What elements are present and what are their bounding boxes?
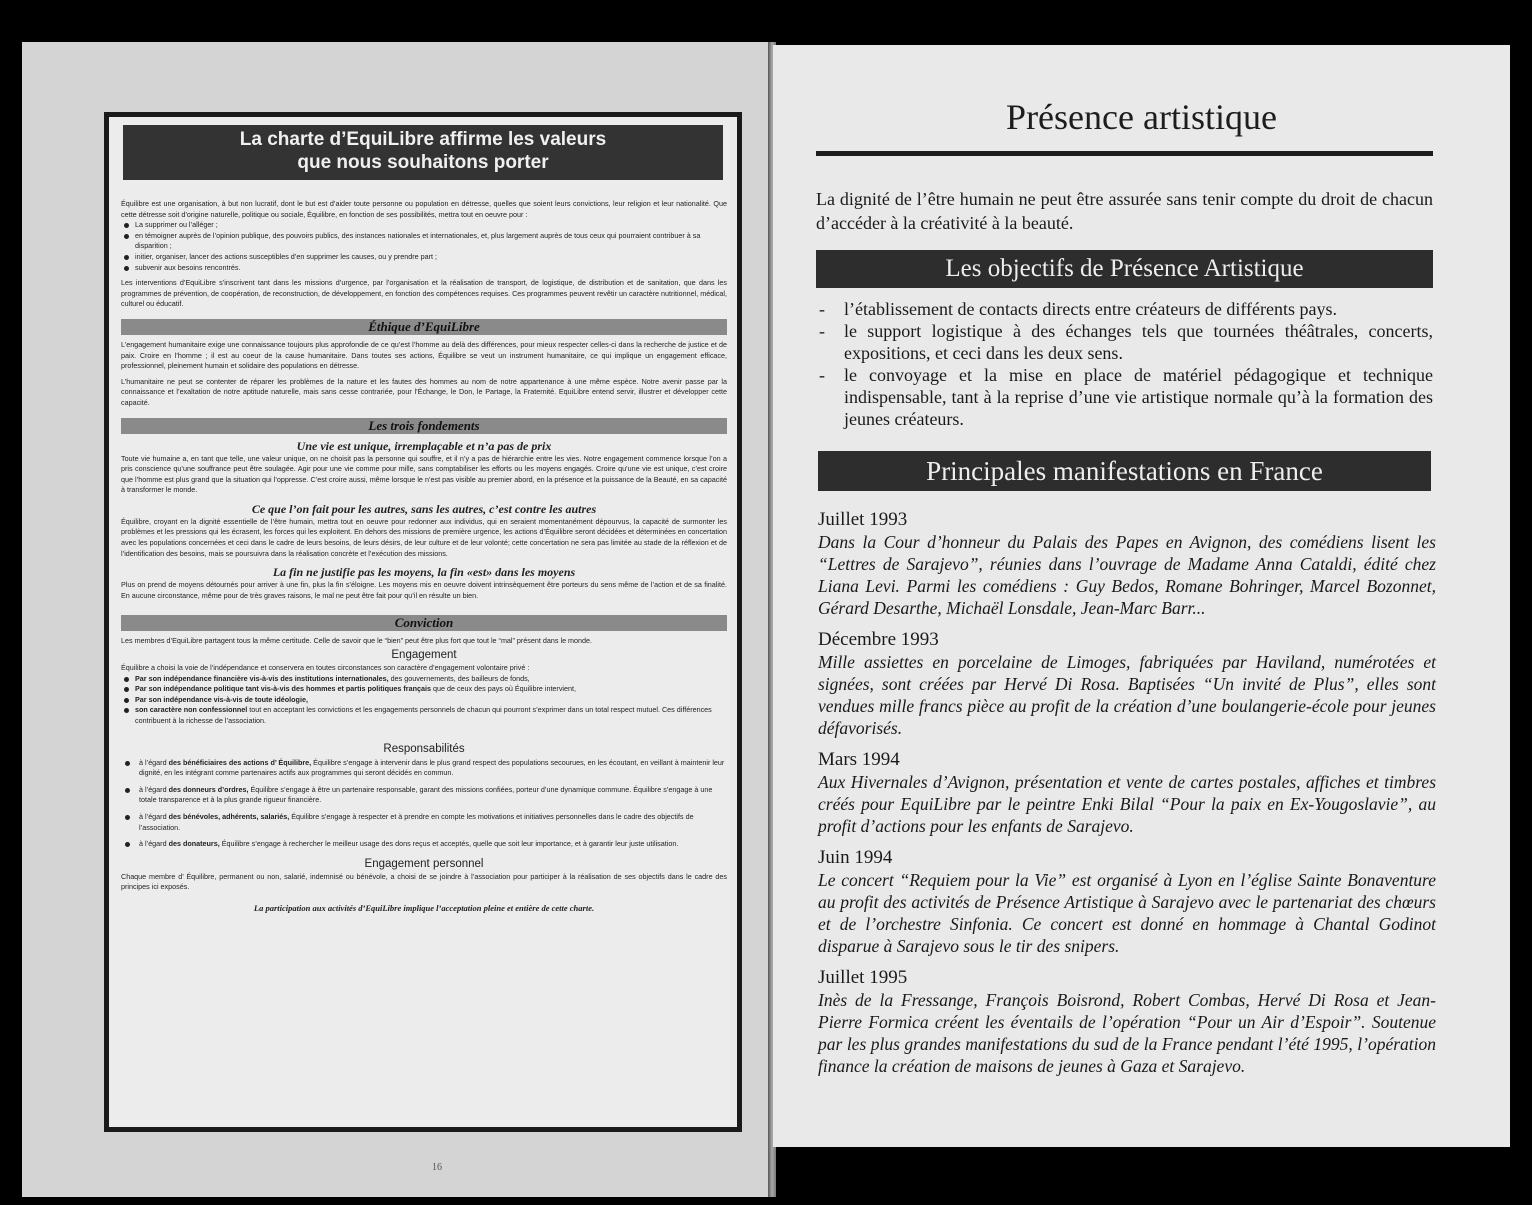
interventions-paragraph: Les interventions d’EquiLibre s’inscrivent tant dans les missions d’urgence, par l’organisation et la réalisation de transport, de logistique, de distribution et de sanitation, que dans les programmes de prévention, de coopération, de reconstruction, de développement, en fonction des compétences requises. Ces programmes peuvent revêtir un caractère nutritionnel, médical, culturel ou éducatif.: [121, 278, 727, 309]
responsabilites-bullet-list: [121, 758, 727, 850]
page-title: Présence artistique: [1006, 97, 1277, 137]
fondement-3-text: Plus on prend de moyens détournés pour arriver à une fin, plus la fin s’éloigne. Les moyens mis en oeuvre doivent intrinsèquement être porteurs du sens même de l’action et de sa finalité. En aucune circonstance, même pour de très graves raisons, le mal ne peut être fait pour qu’il en résulte un bien.: [121, 580, 727, 600]
charter-title-line-1: La charte d’EquiLibre affirme les valeurs: [239, 129, 607, 150]
events-list: [818, 509, 1436, 1077]
engagement-bullet-bold: son caractère non confessionnel: [135, 705, 248, 715]
event-date: Juin 1994: [818, 847, 893, 868]
engagement-bullet: [121, 705, 727, 726]
engagement-bullet-bold: Par son indépendance financière vis-à-vis des institutions internationales,: [135, 673, 389, 683]
fondements-heading: Les trois fondements: [121, 418, 727, 434]
event-description: Le concert “Requiem pour la Vie” est organisé à Lyon en l’église Sainte Bonaventure au profit des activités de Présence Artistique à Sarajevo avec le partenariat des chœurs et de l’orchestre Sinfonia. Ce concert est donné en hommage à Chantal Godinot disparue à Sarajevo sous le tir des snipers.: [818, 870, 1436, 956]
engagement-bullet-bold: Par son indépendance vis-à-vis de toute idéologie,: [135, 694, 308, 704]
manifestations-heading: Principales manifestations en France: [818, 451, 1431, 491]
responsabilite-prefix: à l’égard: [139, 757, 169, 767]
engagement-bullet: [121, 695, 727, 706]
conviction-paragraph: Les membres d’EquiLibre partagent tous la même certitude. Celle de savoir que le “bien” peut être plus fort que tout le “mal” présent dans le monde.: [121, 636, 593, 646]
engagement-bullet-bold: Par son indépendance politique tant vis-à-vis des hommes et partis politiques français: [135, 684, 431, 694]
fondement-1-heading: Une vie est unique, irremplaçable et n’a pas de prix: [296, 438, 552, 453]
responsabilite-text: Équilibre s’engage à intervenir dans le plus grand respect des populations secourues, en les écoutant, en veillant à maintenir leur dignité, en les intégrant comme partenaires actifs aux programmes qui seront décidés en commun.: [139, 757, 725, 778]
event-date: Mars 1994: [818, 749, 900, 770]
ethique-heading: Éthique d’EquiLibre: [121, 319, 727, 335]
responsabilite-bold: des bénévoles, adhérents, salariés,: [168, 811, 290, 821]
left-page: [22, 42, 770, 1197]
event-date: Décembre 1993: [818, 629, 939, 650]
ethique-paragraph-1: L’engagement humanitaire exige une connaissance toujours plus approfondie de ce qu’est l’homme au delà des différences, pour mieux respecter celles-ci dans la recherche de justice et de paix. Croire en l’homme ; il est au coeur de la cause humanitaire. Dans toutes ses actions, Équilibre se veut un instrument humanitaire, ce qui implique un engagement efficace, professionnel, pleinement humain et solidaire des populations en détresse.: [121, 339, 727, 371]
event-description: Aux Hivernales d’Avignon, présentation et vente de cartes postales, affiches et timbres créés pour EquiLibre par le peintre Enki Bilal “Pour la paix en Ex-Yougoslavie”, au profit d’actions pour les enfants de Sarajevo.: [818, 772, 1436, 836]
fondement-1-text: Toute vie humaine a, en tant que telle, une valeur unique, on ne choisit pas la personne qui souffre, et il n’y a pas de hiérarchie entre les vies. Notre engagement commence lorsque l’on a pris conscience qu’une souffrance peut être soulagée. Agir pour une vie comme pour mille, sans comptabiliser les efforts ou les moyens engagés. Croire qu’une vie est unique, c’est croire que l’homme est plus grand que la situation qui l’oppresse. C’est croire aussi, même lorsque le n’est pas visible au premier abord, en la présence et la puissance de la Beauté, en sa capacité à transformer le monde.: [121, 453, 727, 495]
objectives-heading: Les objectifs de Présence Artistique: [816, 250, 1433, 288]
intro-bullet: subvenir aux besoins rencontrés.: [121, 263, 727, 274]
event-date: Juillet 1995: [818, 967, 908, 988]
objective-item: - le support logistique à des échanges tels que tournées théâtrales, concerts, expositions, et ceci dans les deux sens.: [816, 320, 1433, 364]
engagement-personnel-heading: Engagement personnel: [364, 857, 484, 870]
engagement-personnel-text: Chaque membre d’ Équilibre, permanent ou non, salarié, indemnisé ou bénévole, a choisi de se joindre à l’association pour participer à la réalisation de ses objectifs dans le cadre des principes ici exposés.: [121, 871, 727, 892]
objective-item: - le convoyage et la mise en place de matériel pédagogique et technique indispensable, tant à la reprise d’une vie artistique normale qu’à la formation des jeunes créateurs.: [816, 364, 1433, 430]
intro-bullet: initier, organiser, lancer des actions susceptibles d’en supprimer les causes, ou y prendre part ;: [121, 252, 727, 263]
responsabilite-bold: des donateurs,: [168, 839, 220, 849]
responsabilite-bullet: [121, 812, 727, 833]
engagement-bullet-text: des gouvernements, des bailleurs de fonds,: [388, 673, 530, 683]
responsabilite-prefix: à l’égard: [139, 784, 169, 794]
charter-title-line-2: que nous souhaitons porter: [297, 152, 549, 173]
engagement-intro: Équilibre a choisi la voie de l’indépendance et conservera en toutes circonstances son caractère d’engagement volontaire privé :: [121, 663, 530, 673]
responsabilite-text: Équilibre s’engage à respecter et à prendre en compte les motivations et initiatives personnelles dans le cadre des objectifs de l’association.: [139, 811, 694, 832]
engagement-heading: Engagement: [391, 649, 457, 662]
responsabilite-text: Équilibre s’engage à rechercher le meilleur usage des dons reçus et acceptés, quelle que soit leur importance, et à garantir leur juste utilisation.: [219, 839, 679, 849]
objectives-list: [816, 298, 1433, 430]
engagement-bullet-text: que de ceux des pays où Équilibre intervient,: [430, 684, 577, 694]
charter-closing: La participation aux activités d’EquiLibre implique l’acceptation pleine et entière de cette charte.: [253, 902, 595, 913]
responsabilite-bullet: [121, 785, 727, 806]
title-divider: [816, 151, 1433, 156]
intro-bullet-list: [121, 220, 727, 273]
engagement-bullet: [121, 684, 727, 695]
objective-item: - l’établissement de contacts directs entre créateurs de différents pays.: [816, 298, 1433, 320]
responsabilites-heading: Responsabilités: [383, 742, 465, 755]
responsabilite-bold: des donneurs d’ordres,: [168, 784, 249, 794]
event-date: Juillet 1993: [818, 509, 908, 530]
engagement-bullet-text: tout en acceptant les convictions et les engagements personnels de chacun qui pourront s’exprimer dans un total respect mutuel. Ces différences contribuent à la richesse de l’association.: [135, 705, 712, 725]
responsabilite-bullet: [121, 758, 727, 779]
intro-bullet: en témoigner auprès de l’opinion publique, des pouvoirs publics, des instances nationales et internationales, et, plus largement auprès de tous ceux qui pourraient contribuer à sa disparition ;: [121, 231, 727, 252]
responsabilite-bold: des bénéficiaires des actions d’ Équilibre,: [168, 757, 312, 767]
responsabilite-text: Équilibre s’engage à être un partenaire responsable, garant des missions confiées, porteur d’une dynamique commune. Équilibre s’engage à une totale transparence et à la plus grande rigueur financière.: [139, 784, 713, 805]
charter-title: [123, 125, 723, 180]
intro-bullet: La supprimer ou l’alléger ;: [121, 220, 727, 231]
event-description: Inès de la Fressange, François Boisrond, Robert Combas, Hervé Di Rosa et Jean-Pierre Formica créent les éventails de l’opération “Pour un Air d’Espoir”. Soutenue par les plus grandes manifestations du sud de la France pendant l’été 1995, l’opération finance la création de maisons de jeunes à Gaza et Sarajevo.: [818, 990, 1436, 1076]
event-description: Mille assiettes en porcelaine de Limoges, fabriquées par Haviland, numérotées et signées, sont créées par Hervé Di Rosa. Baptisées “Un invité de Plus”, elles sont vendues mille francs pièce au profit de la création d’une boulangerie-école pour jeunes défavorisés.: [818, 652, 1436, 738]
responsabilite-bullet: [121, 839, 727, 850]
engagement-bullet: [121, 674, 727, 685]
intro-paragraph: Équilibre est une organisation, à but non lucratif, dont le but est d’aider toute personne ou population en détresse, quelles que soient leurs convictions, leur religion et leur nationalité. Que cette détresse soit d’origine naturelle, politique ou sociale, Équilibre, en fonction de ses possibilités, mettra tout en oeuvre pour :: [121, 199, 727, 219]
ethique-paragraph-2: L’humanitaire ne peut se contenter de réparer les problèmes de la nature et les fautes des hommes au nom de notre appartenance à une même espèce. Notre avenir passe par la connaissance et l’exaltation de notre aptitude naturelle, mais sans cesse contrariée, pour l’Échange, le Don, le Partage, la Fraternité. EquiLibre entend servir, illustrer et développer cette capacité.: [121, 376, 727, 407]
engagement-bullet-list: [121, 674, 727, 727]
intro-text: La dignité de l’être humain ne peut être assurée sans tenir compte du droit de chacun d’accéder à la créativité à la beauté.: [816, 189, 1433, 233]
fondement-3-heading: La fin ne justifie pas les moyens, la fin «est» dans les moyens: [272, 565, 576, 580]
right-page: [773, 45, 1510, 1147]
fondement-2-text: Équilibre, croyant en la dignité essentielle de l’être humain, mettra tout en oeuvre pour redonner aux individus, qui en seraient momentanément dépourvus, la capacité de surmonter les problèmes et les pressions qui les écrasent, les forces qui les exploitent. En dehors des missions de première urgence, les actions d’Équilibre seront décidées et déterminées en concertation avec les populations concernées et ceci dans le cadre de leurs besoins, de leurs désirs, de leur culture et de leur volonté; cette concertation ne sera pas limitée au stade de la réflexion et de l’identification des besoins, mais se poursuivra dans la réalisation concrète et l’exécution des missions.: [121, 516, 727, 558]
page-number: 16: [432, 1162, 442, 1173]
fondement-2-heading: Ce que l’on fait pour les autres, sans les autres, c’est contre les autres: [251, 501, 597, 516]
event-description: Dans la Cour d’honneur du Palais des Papes en Avignon, des comédiens lisent les “Lettres de Sarajevo”, réunies dans l’ouvrage de Madame Anna Cataldi, édité chez Liana Levi. Parmi les comédiens : Guy Bedos, Romane Bohringer, Marcel Bozonnet, Gérard Desarthe, Michaël Lonsdale, Jean-Marc Barr...: [818, 532, 1436, 618]
responsabilite-prefix: à l’égard: [139, 811, 169, 821]
charter-box: [104, 112, 742, 1132]
conviction-heading: Conviction: [121, 615, 727, 631]
responsabilite-prefix: à l’égard: [139, 839, 169, 849]
